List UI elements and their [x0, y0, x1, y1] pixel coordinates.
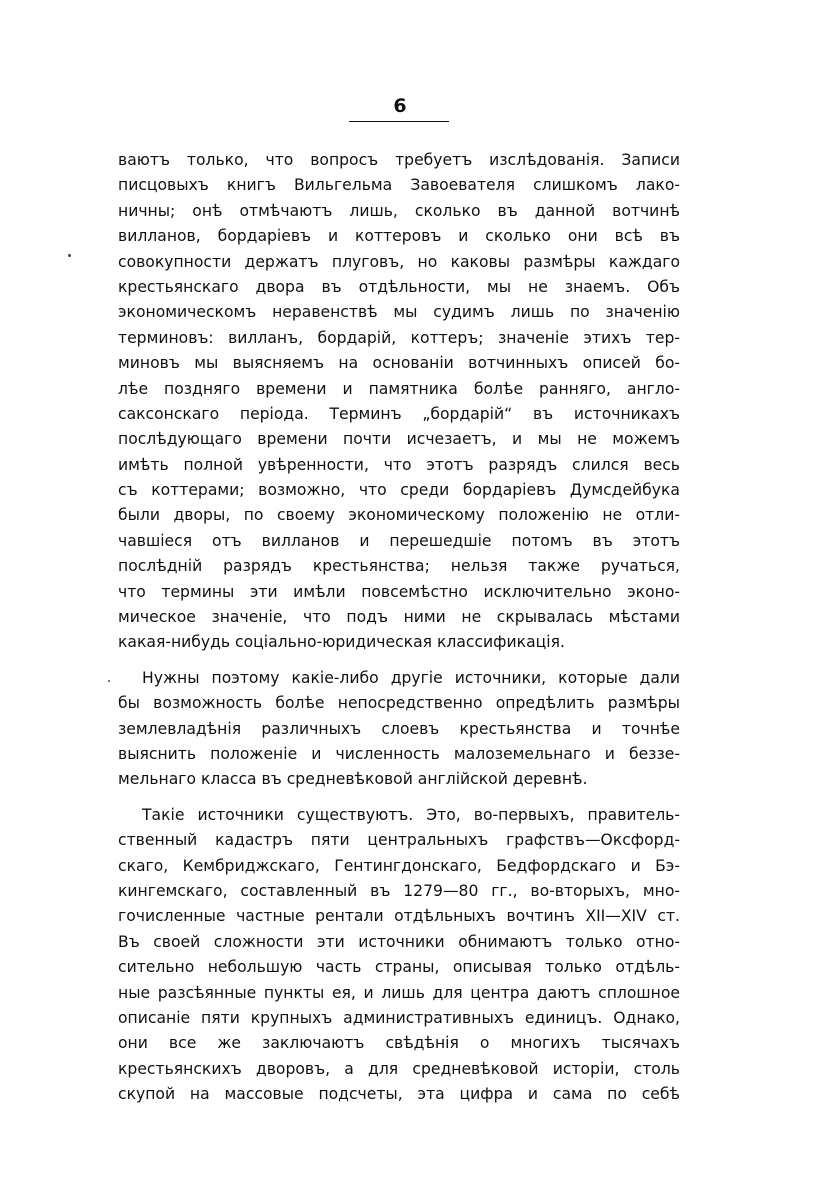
- text-line: были дворы, по своему экономическому положенію не отли-: [118, 506, 680, 525]
- text-line: имѣть полной увѣренности, что этотъ разрядъ слился весь: [118, 455, 680, 474]
- page-number-rule: [349, 121, 449, 122]
- text-line: съ коттерами; возможно, что среди бордаріевъ Думсдейбука: [118, 481, 680, 500]
- text-line: кингемскаго, составленный въ 1279—80 гг., во-вторыхъ, мно-: [118, 881, 680, 900]
- text-line: вилланов, бордаріевъ и коттеровъ и сколько они всѣ въ: [118, 227, 680, 246]
- body-text: [118, 148, 680, 1107]
- paragraph: [118, 148, 680, 656]
- text-line: ственный кадастръ пяти центральныхъ графствъ—Оксфорд-: [118, 831, 680, 850]
- paragraph-gap: [118, 656, 680, 666]
- text-line: крестьянскихъ дворовъ, а для средневѣковой исторіи, столь: [118, 1059, 680, 1078]
- text-line: ничны; онѣ отмѣчаютъ лишь, сколько въ данной вотчинѣ: [118, 201, 680, 220]
- text-line: Нужны поэтому какіе-либо другіе источники, которые дали: [142, 668, 680, 687]
- text-line: чавшіеся отъ вилланов и перешедшіе потомъ въ этотъ: [118, 531, 680, 550]
- text-line: Въ своей сложности эти источники обнимаютъ только отно-: [118, 932, 680, 951]
- text-line: лѣе поздняго времени и памятника болѣе ранняго, англо-: [118, 379, 680, 398]
- text-line: бы возможность болѣе непосредственно опредѣлить размѣры: [118, 694, 680, 713]
- text-line: сительно небольшую часть страны, описывая только отдѣль-: [118, 958, 680, 977]
- text-line: ваютъ только, что вопросъ требуетъ изслѣдованія. Записи: [118, 151, 680, 169]
- text-line: писцовыхъ книгъ Вильгельма Завоевателя слишкомъ лако-: [118, 176, 680, 195]
- text-line: мельнаго класса въ средневѣковой англійской деревнѣ.: [118, 770, 588, 789]
- text-line: терминовъ: вилланъ, бордарій, коттеръ; значеніе этихъ тер-: [118, 328, 680, 347]
- text-line: ные разсѣянные пункты ея, и лишь для центра даютъ сплошное: [118, 983, 680, 1002]
- text-line: землевладѣнія различныхъ слоевъ крестьянства и точнѣе: [118, 719, 680, 738]
- text-line: они все же заключаютъ свѣдѣнія о многихъ тысячахъ: [118, 1034, 680, 1053]
- paper-speck: [108, 680, 110, 682]
- paragraph: [118, 666, 680, 793]
- text-line: мическое значеніе, что подъ ними не скрывалась мѣстами: [118, 608, 680, 627]
- text-line: Такіе источники существуютъ. Это, во-первыхъ, правитель-: [142, 805, 680, 824]
- text-line: послѣдній разрядъ крестьянства; нельзя также ручаться,: [118, 557, 680, 576]
- text-line: выяснить положеніе и численность малоземельнаго и беззе-: [118, 744, 680, 763]
- text-line: миновъ мы выясняемъ на основаніи вотчинныхъ описей бо-: [118, 354, 680, 373]
- paper-speck: [68, 254, 71, 257]
- text-line: что термины эти имѣли повсемѣстно исключительно эконо-: [118, 582, 680, 601]
- text-line: совокупности держатъ плуговъ, но каковы размѣры каждаго: [118, 252, 680, 271]
- paragraph: [118, 803, 680, 1108]
- text-line: крестьянскаго двора въ отдѣльности, мы не знаемъ. Объ: [118, 277, 680, 296]
- text-line: гочисленные частные рентали отдѣльныхъ вочтинъ XII—XIV ст.: [118, 907, 680, 926]
- text-line: послѣдующаго времени почти исчезаетъ, и мы не можемъ: [118, 430, 680, 449]
- text-line: скупой на массовые подсчеты, эта цифра и сама по себѣ: [118, 1085, 680, 1104]
- text-line: какая-нибудь соціально-юридическая классификація.: [118, 633, 565, 652]
- text-line: саксонскаго періода. Терминъ „бордарій“ въ источникахъ: [118, 404, 680, 423]
- text-line: экономическомъ неравенствѣ мы судимъ лишь по значенію: [118, 303, 680, 322]
- text-line: описаніе пяти крупныхъ административныхъ единицъ. Однако,: [118, 1008, 680, 1027]
- text-line: скаго, Кембриджскаго, Гентингдонскаго, Бедфордскаго и Бэ-: [118, 856, 680, 875]
- paragraph-gap: [118, 793, 680, 803]
- page-number: 6: [393, 95, 407, 117]
